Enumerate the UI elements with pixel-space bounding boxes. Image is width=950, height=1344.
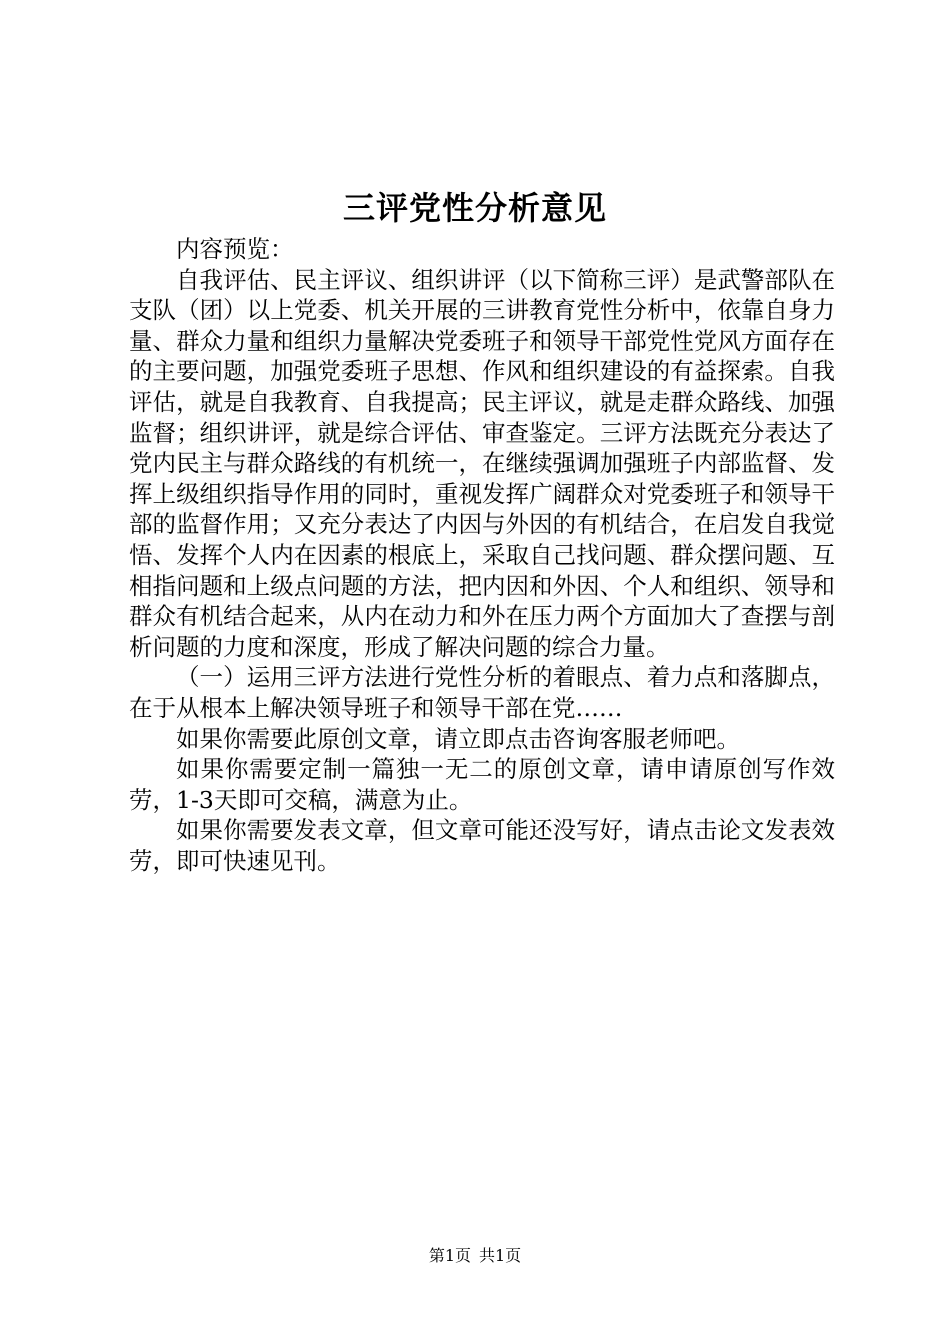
paragraph-section-one: （一）运用三评方法进行党性分析的着眼点、着力点和落脚点，在于从根本上解决领导班子和领导干部在党…… — [129, 663, 835, 722]
paragraph-publishing: 如果你需要发表文章，但文章可能还没写好，请点击论文发表效劳，即可快速见刊。 — [129, 816, 835, 875]
document-body — [129, 234, 835, 876]
page-total: 共1页 — [479, 1246, 522, 1265]
paragraph-original-article: 如果你需要此原创文章，请立即点击咨询客服老师吧。 — [176, 724, 740, 753]
document-title: 三评党性分析意见 — [342, 189, 607, 227]
paragraph-custom-writing: 如果你需要定制一篇独一无二的原创文章，请申请原创写作效劳，1-3天即可交稿，满意为止。 — [129, 755, 835, 814]
paragraph-intro: 自我评估、民主评议、组织讲评（以下简称三评）是武警部队在支队（团）以上党委、机关开展的三讲教育党性分析中，依靠自身力量、群众力量和组织力量解决党委班子和领导干部党性党风方面存在的主要问题，加强党委班子思想、作风和组织建设的有益探索。自我评估，就是自我教育、自我提高；民主评议，就是走群众路线、加强监督；组织讲评，就是综合评估、审查鉴定。三评方法既充分表达了党内民主与群众路线的有机统一，在继续强调加强班子内部监督、发挥上级组织指导作用的同时，重视发挥广阔群众对党委班子和领导干部的监督作用；又充分表达了内因与外因的有机结合，在启发自我觉悟、发挥个人内在因素的根底上，采取自己找问题、群众摆问题、互相指问题和上级点问题的方法，把内因和外因、个人和组织、领导和群众有机结合起来，从内在动力和外在压力两个方面加大了查摆与剖析问题的力度和深度，形成了解决问题的综合力量。 — [129, 265, 835, 661]
page-footer — [0, 1244, 950, 1268]
preview-label: 内容预览： — [176, 235, 294, 263]
page-number: 第1页 — [428, 1246, 471, 1265]
